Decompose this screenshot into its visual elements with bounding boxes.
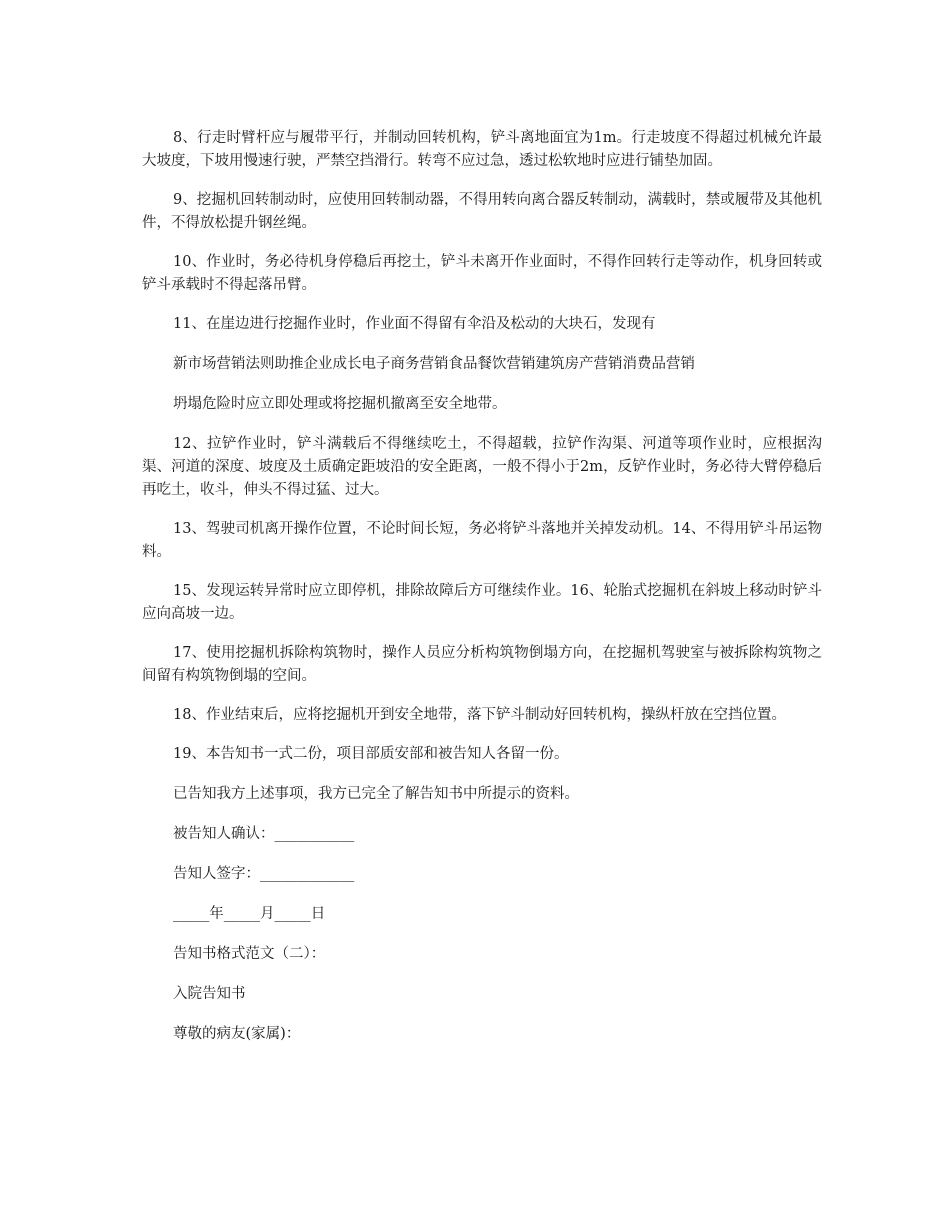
recipient-confirmation-line: 被告知人确认：___________ [173, 826, 355, 842]
paragraph-item-15-16: 15、发现运转异常时应立即停机，排除故障后方可继续作业。16、轮胎式挖掘机在斜坡上移动时铲斗应向高坡一边。 [142, 583, 822, 622]
notifier-signature-line: 告知人签字：_____________ [173, 866, 355, 882]
paragraph-item-18: 18、作业结束后，应将挖掘机开到安全地带，落下铲斗制动好回转机构，操纵杆放在空挡位置。 [173, 707, 786, 723]
paragraph-item-13-14: 13、驾驶司机离开操作位置，不论时间长短，务必将铲斗落地并关掉发动机。14、不得用铲斗吊运物料。 [142, 521, 822, 560]
notice-title: 入院告知书 [173, 986, 246, 1002]
paragraph-item-9: 9、挖掘机回转制动时，应使用回转制动器，不得用转向离合器反转制动，满载时，禁或履带及其他机件，不得放松提升钢丝绳。 [142, 192, 822, 231]
document-page [142, 127, 822, 1063]
paragraph-item-10: 10、作业时，务必待机身停稳后再挖土，铲斗未离开作业面时，不得作回转行走等动作，机身回转或铲斗承载时不得起落吊臂。 [142, 254, 822, 293]
paragraph-item-8: 8、行走时臂杆应与履带平行，并制动回转机构，铲斗离地面宜为1m。行走坡度不得超过机械允许最大坡度，下坡用慢速行驶，严禁空挡滑行。转弯不应过急，透过松软地时应进行铺垫加固。 [142, 130, 822, 169]
paragraph-item-11: 11、在崖边进行挖掘作业时，作业面不得留有伞沿及松动的大块石，发现有 [173, 316, 656, 332]
paragraph-item-19: 19、本告知书一式二份，项目部质安部和被告知人各留一份。 [173, 746, 569, 762]
inserted-ad-text: 新市场营销法则助推企业成长电子商务营销食品餐饮营销建筑房产营销消费品营销 [173, 356, 695, 372]
paragraph-item-11-continued: 坍塌危险时应立即处理或将挖掘机撤离至安全地带。 [173, 396, 507, 412]
section-heading-example-two: 告知书格式范文（二）： [173, 946, 326, 962]
salutation: 尊敬的病友(家属)： [173, 1026, 301, 1042]
paragraph-item-12: 12、拉铲作业时，铲斗满载后不得继续吃土，不得超载，拉铲作沟渠、河道等项作业时，应根据沟渠、河道的深度、坡度及土质确定距坡沿的安全距离，一般不得小于2m，反铲作业时，务必待大臂停稳后再吃土，收斗，伸头不得过猛、过大。 [142, 436, 822, 498]
paragraph-item-17: 17、使用挖掘机拆除构筑物时，操作人员应分析构筑物倒塌方向，在挖掘机驾驶室与被拆除构筑物之间留有构筑物倒塌的空间。 [142, 645, 822, 684]
acknowledgement-statement: 已告知我方上述事项，我方已完全了解告知书中所提示的资料。 [173, 786, 579, 802]
date-line: _____年_____月_____日 [173, 906, 326, 922]
